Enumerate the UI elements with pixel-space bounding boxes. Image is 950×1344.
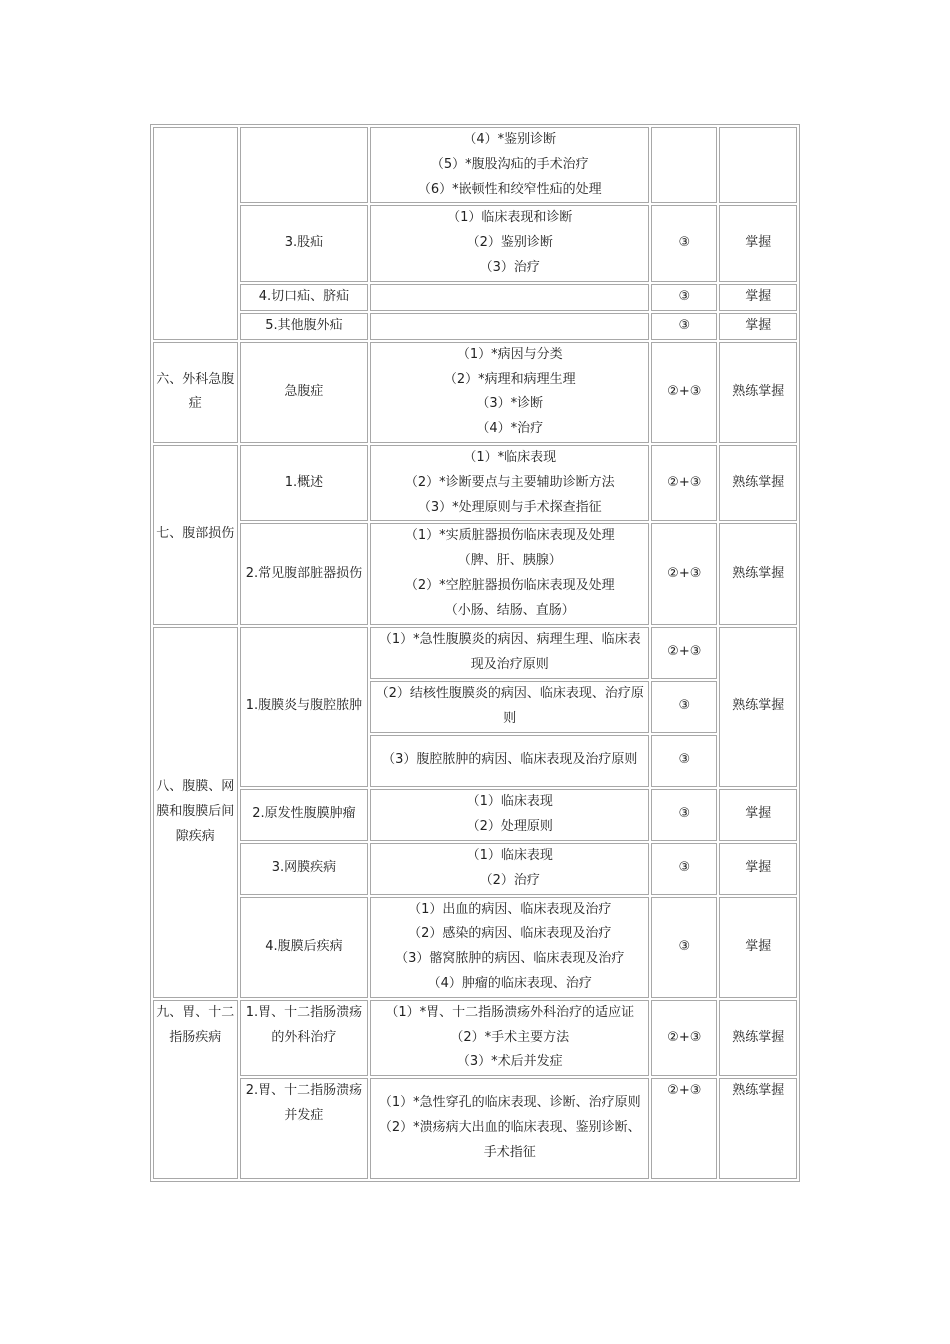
topic-cell: 急腹症 [240, 342, 369, 443]
chapter-cell: 八、腹膜、网膜和腹膜后间隙疾病 [153, 627, 238, 998]
table-row [153, 523, 797, 624]
content-line: （1）临床表现和诊断 [447, 210, 573, 226]
content-line: （1）*实质脏器损伤临床表现及处理 [404, 528, 615, 544]
table-row [153, 627, 797, 679]
table-row [153, 127, 797, 203]
content-line: （4）*治疗 [476, 421, 544, 437]
content-cell [370, 843, 649, 895]
content-line: （2）治疗 [479, 872, 540, 888]
content-line: （3）髂窝脓肿的病因、临床表现及治疗 [395, 951, 625, 967]
level-cell: ③ [651, 681, 717, 733]
requirement-cell: 熟练掌握 [719, 523, 797, 624]
level-cell: ②+③ [651, 1078, 717, 1179]
content-line: （1）*急性穿孔的临床表现、诊断、治疗原则 [378, 1095, 641, 1111]
level-cell: ③ [651, 205, 717, 281]
level-cell: ②+③ [651, 1000, 717, 1076]
requirement-cell: 熟练掌握 [719, 1078, 797, 1179]
table-row [153, 284, 797, 311]
topic-cell: 2.原发性腹膜肿瘤 [240, 789, 369, 841]
level-cell: ③ [651, 789, 717, 841]
content-line: （3）腹腔脓肿的病因、临床表现及治疗原则 [382, 752, 638, 768]
level-cell: ③ [651, 284, 717, 311]
content-line: （脾、肝、胰腺） [457, 553, 562, 569]
level-cell: ②+③ [651, 445, 717, 521]
content-cell [370, 735, 649, 787]
content-line: （2）鉴别诊断 [466, 235, 553, 251]
level-cell: ②+③ [651, 523, 717, 624]
topic-cell: 1.概述 [240, 445, 369, 521]
level-cell [651, 127, 717, 203]
table-row [153, 1000, 797, 1076]
requirement-cell: 掌握 [719, 843, 797, 895]
content-cell [370, 627, 649, 679]
level-cell: ②+③ [651, 627, 717, 679]
level-cell: ③ [651, 313, 717, 340]
table-row [153, 445, 797, 521]
table-row [153, 843, 797, 895]
level-cell: ③ [651, 735, 717, 787]
content-line: （2）*空腔脏器损伤临床表现及处理 [404, 577, 615, 593]
content-line: （3）*处理原则与手术探查指征 [417, 499, 602, 515]
level-cell: ③ [651, 897, 717, 998]
content-line: （3）*诊断 [476, 396, 544, 412]
content-line: （1）*急性腹膜炎的病因、病理生理、临床表现及治疗原则 [378, 631, 641, 672]
content-line: （3）*术后并发症 [456, 1054, 563, 1070]
content-line: （2）感染的病因、临床表现及治疗 [408, 926, 612, 942]
topic-cell: 2.常见腹部脏器损伤 [240, 523, 369, 624]
content-cell [370, 205, 649, 281]
requirement-cell: 掌握 [719, 313, 797, 340]
topic-cell: 2.胃、十二指肠溃疡并发症 [240, 1078, 369, 1179]
requirement-cell: 掌握 [719, 789, 797, 841]
level-cell: ②+③ [651, 342, 717, 443]
requirement-cell: 掌握 [719, 284, 797, 311]
requirement-cell: 熟练掌握 [719, 342, 797, 443]
content-cell [370, 284, 649, 311]
topic-cell: 1.腹膜炎与腹腔脓肿 [240, 627, 369, 787]
content-cell [370, 342, 649, 443]
chapter-cell: 九、胃、十二指肠疾病 [153, 1000, 238, 1179]
content-line: （2）*诊断要点与主要辅助诊断方法 [404, 474, 615, 490]
level-cell: ③ [651, 843, 717, 895]
table-row [153, 342, 797, 443]
content-cell [370, 127, 649, 203]
topic-cell: 4.腹膜后疾病 [240, 897, 369, 998]
requirement-cell: 熟练掌握 [719, 627, 797, 787]
content-line: （2）*手术主要方法 [450, 1029, 570, 1045]
content-line: （2）*溃疡病大出血的临床表现、鉴别诊断、手术指征 [378, 1120, 641, 1161]
content-cell [370, 523, 649, 624]
requirement-cell [719, 127, 797, 203]
content-line: （4）肿瘤的临床表现、治疗 [427, 975, 592, 991]
content-line: （1）*胃、十二指肠溃疡外科治疗的适应证 [385, 1004, 635, 1020]
chapter-cell: 七、腹部损伤 [153, 445, 238, 625]
content-line: （6）*嵌顿性和绞窄性疝的处理 [417, 181, 602, 197]
requirement-cell: 熟练掌握 [719, 445, 797, 521]
content-line: （4）*鉴别诊断 [463, 132, 557, 147]
table-row [153, 205, 797, 281]
content-cell [370, 1078, 649, 1179]
content-line: （1）临床表现 [466, 847, 553, 863]
syllabus-document [150, 124, 800, 1182]
topic-cell: 5.其他腹外疝 [240, 313, 369, 340]
content-cell [370, 897, 649, 998]
content-line: （1）*临床表现 [463, 449, 557, 465]
table-row [153, 1078, 797, 1179]
content-line: （2）*病理和病理生理 [443, 371, 576, 387]
content-line: （2）处理原则 [466, 818, 553, 834]
table-row [153, 313, 797, 340]
content-cell [370, 445, 649, 521]
topic-cell: 3.股疝 [240, 205, 369, 281]
content-cell [370, 313, 649, 340]
content-line: （2）结核性腹膜炎的病因、临床表现、治疗原则 [375, 685, 644, 726]
topic-cell: 4.切口疝、脐疝 [240, 284, 369, 311]
table-row [153, 789, 797, 841]
content-line: （小肠、结肠、直肠） [444, 602, 575, 618]
requirement-cell: 掌握 [719, 205, 797, 281]
content-line: （1）出血的病因、临床表现及治疗 [408, 901, 612, 917]
content-cell [370, 789, 649, 841]
requirement-cell: 掌握 [719, 897, 797, 998]
content-line: （1）*病因与分类 [456, 346, 563, 362]
content-cell [370, 1000, 649, 1076]
content-line: （5）*腹股沟疝的手术治疗 [430, 156, 589, 172]
topic-cell: 1.胃、十二指肠溃疡的外科治疗 [240, 1000, 369, 1076]
chapter-cell: 六、外科急腹症 [153, 342, 238, 443]
requirement-cell: 熟练掌握 [719, 1000, 797, 1076]
table-row [153, 897, 797, 998]
topic-cell [240, 127, 369, 203]
topic-cell: 3.网膜疾病 [240, 843, 369, 895]
content-line: （1）临床表现 [466, 793, 553, 809]
content-cell [370, 681, 649, 733]
content-line: （3）治疗 [479, 259, 540, 275]
chapter-cell [153, 127, 238, 340]
syllabus-table [150, 124, 800, 1182]
